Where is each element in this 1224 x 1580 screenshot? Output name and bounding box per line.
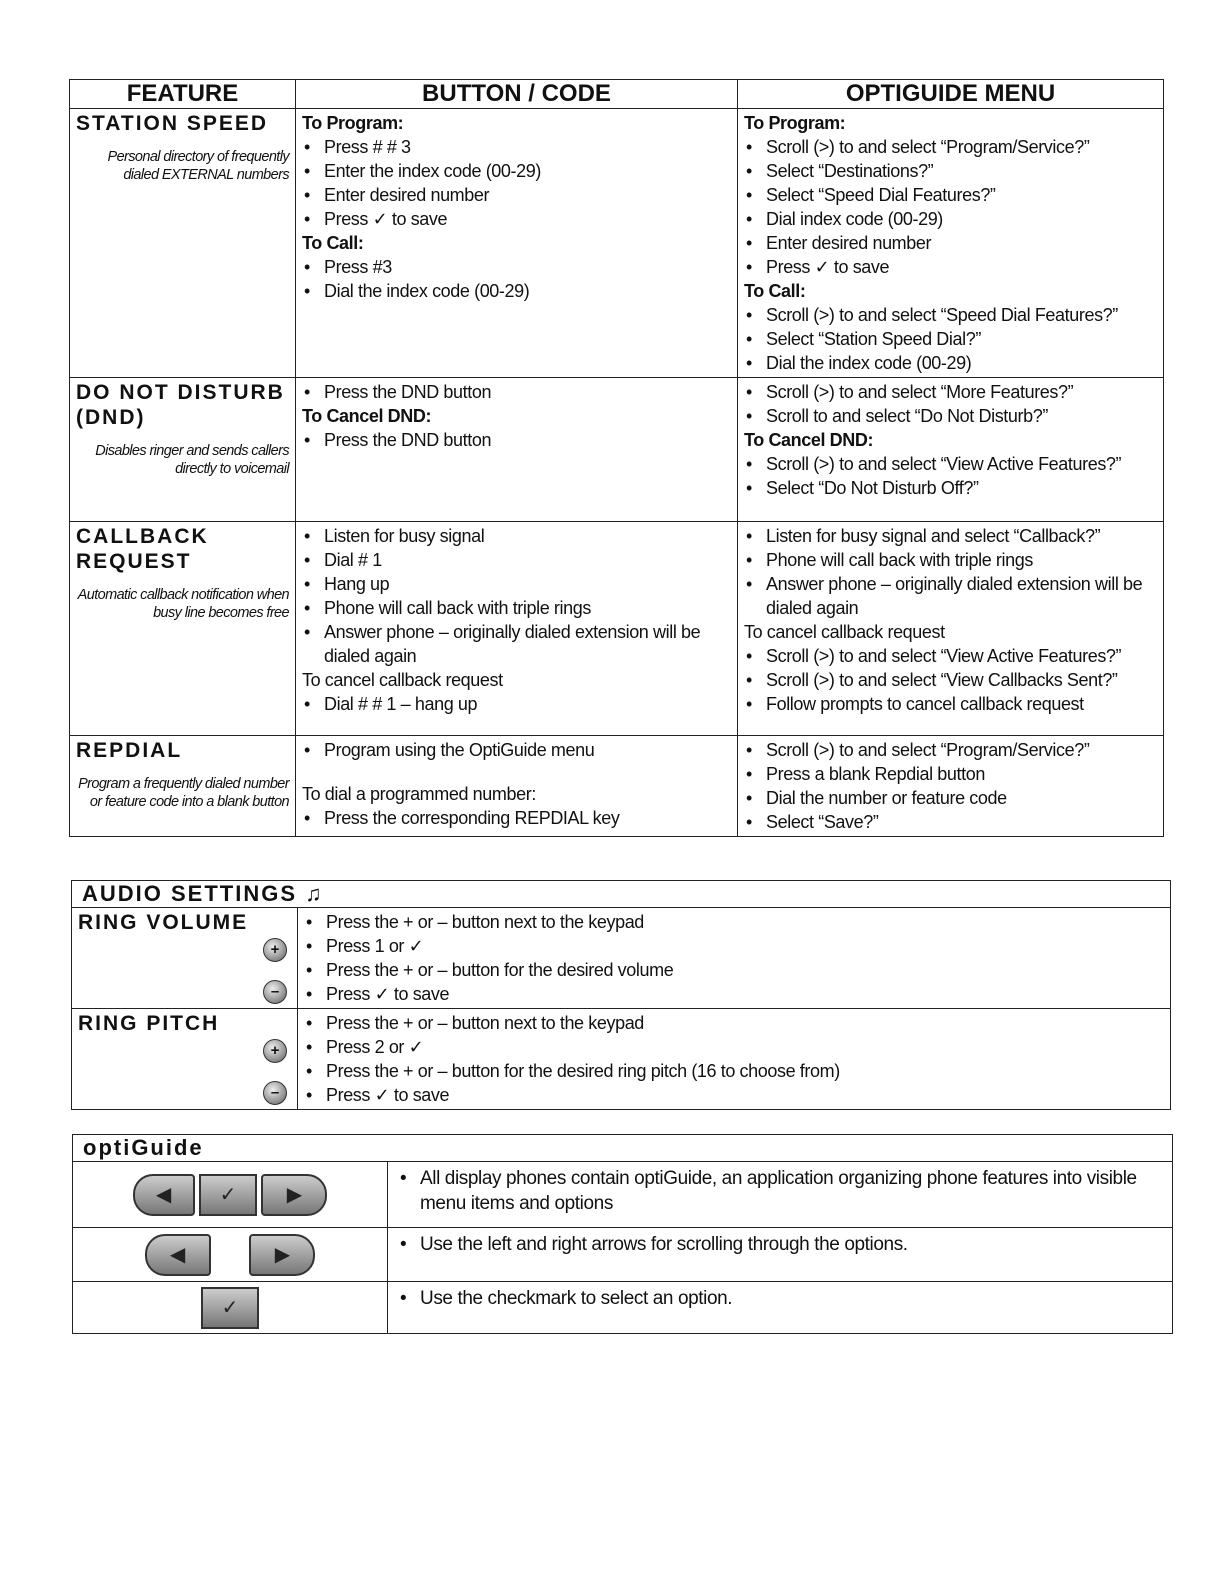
list-item: • Press the DND button bbox=[324, 428, 731, 452]
list-item: • Press 1 or ✓ bbox=[326, 934, 1164, 958]
steps bbox=[744, 524, 1157, 620]
header-button-code: BUTTON / CODE bbox=[296, 80, 738, 109]
feature-table bbox=[69, 79, 1164, 837]
table-row bbox=[73, 1282, 1173, 1334]
list-item: • Scroll (>) to and select “View Active Features?” bbox=[766, 452, 1157, 476]
cancel-steps bbox=[302, 428, 731, 452]
list-item: • Press the + or – button next to the keypad bbox=[326, 910, 1164, 934]
list-item: • Phone will call back with triple rings bbox=[766, 548, 1157, 572]
list-item: • Press ✓ to save bbox=[766, 255, 1157, 279]
list-item: • Press ✓ to save bbox=[324, 207, 731, 231]
list-item: • Scroll (>) to and select “View Callbacks Sent?” bbox=[766, 668, 1157, 692]
optiguide-menu-cell bbox=[738, 378, 1164, 522]
list-item: • Select “Do Not Disturb Off?” bbox=[766, 476, 1157, 500]
list-item: • Scroll (>) to and select “Speed Dial Features?” bbox=[766, 303, 1157, 327]
feature-name: STATION SPEED bbox=[76, 112, 269, 135]
list-item: • Program using the OptiGuide menu bbox=[324, 738, 731, 762]
to-call-heading: To Call: bbox=[302, 233, 364, 253]
steps bbox=[302, 738, 731, 762]
description-cell bbox=[388, 1282, 1173, 1334]
list-item: • Select “Speed Dial Features?” bbox=[766, 183, 1157, 207]
cancel-steps bbox=[302, 692, 731, 716]
list-item: • Hang up bbox=[324, 572, 731, 596]
button-code-cell bbox=[296, 736, 738, 837]
list-item: • Select “Station Speed Dial?” bbox=[766, 327, 1157, 351]
button-code-cell bbox=[296, 109, 738, 378]
table-row bbox=[73, 1228, 1173, 1282]
dial-steps bbox=[302, 806, 731, 830]
check-button-image bbox=[73, 1282, 388, 1334]
steps bbox=[744, 380, 1157, 428]
left-arrow-icon: ◀ bbox=[145, 1234, 211, 1276]
feature-name: RING PITCH bbox=[78, 1012, 220, 1035]
list-item: • Press the corresponding REPDIAL key bbox=[324, 806, 731, 830]
list-item: • Use the checkmark to select an option. bbox=[420, 1286, 1162, 1311]
table-row bbox=[72, 1009, 1171, 1110]
list-item: • All display phones contain optiGuide, an application organizing phone features into visible menu items and options bbox=[420, 1166, 1162, 1216]
optiguide-table bbox=[72, 1134, 1173, 1334]
list-item: • Answer phone – originally dialed extension will be dialed again bbox=[324, 620, 731, 668]
steps bbox=[304, 1011, 1164, 1107]
optiguide-menu-cell bbox=[738, 109, 1164, 378]
cancel-heading: To Cancel DND: bbox=[744, 430, 874, 450]
right-arrow-icon: ▶ bbox=[249, 1234, 315, 1276]
plus-icon: + bbox=[263, 1039, 287, 1063]
dial-heading: To dial a programmed number: bbox=[302, 784, 536, 804]
table-row bbox=[73, 1162, 1173, 1228]
cancel-steps bbox=[744, 644, 1157, 716]
list-item: • Press ✓ to save bbox=[326, 982, 1164, 1006]
list-item: • Select “Destinations?” bbox=[766, 159, 1157, 183]
audio-settings-table bbox=[71, 880, 1171, 1110]
steps bbox=[398, 1232, 1162, 1257]
feature-name: REPDIAL bbox=[76, 739, 183, 762]
plus-icon: + bbox=[263, 938, 287, 962]
feature-name: CALLBACK REQUEST bbox=[76, 525, 209, 573]
feature-table-header bbox=[70, 80, 1164, 109]
list-item: • Scroll to and select “Do Not Disturb?” bbox=[766, 404, 1157, 428]
feature-cell bbox=[70, 378, 296, 522]
steps-cell bbox=[298, 1009, 1171, 1110]
cancel-steps bbox=[744, 452, 1157, 500]
list-item: • Select “Save?” bbox=[766, 810, 1157, 834]
feature-description: Personal directory of frequently dialed EXTERNAL numbers bbox=[107, 149, 289, 183]
button-code-cell bbox=[296, 522, 738, 736]
list-item: • Press a blank Repdial button bbox=[766, 762, 1157, 786]
list-item: • Press the + or – button next to the keypad bbox=[326, 1011, 1164, 1035]
list-item: • Dial the number or feature code bbox=[766, 786, 1157, 810]
call-steps bbox=[744, 303, 1157, 375]
steps bbox=[398, 1286, 1162, 1311]
to-program-heading: To Program: bbox=[744, 113, 846, 133]
table-row bbox=[70, 522, 1164, 736]
minus-icon: – bbox=[263, 1081, 287, 1105]
table-row bbox=[70, 378, 1164, 522]
list-item: • Press the + or – button for the desired ring pitch (16 to choose from) bbox=[326, 1059, 1164, 1083]
list-item: • Use the left and right arrows for scrolling through the options. bbox=[420, 1232, 1162, 1257]
list-item: • Press #3 bbox=[324, 255, 731, 279]
list-item: • Scroll (>) to and select “View Active Features?” bbox=[766, 644, 1157, 668]
list-item: • Press ✓ to save bbox=[326, 1083, 1164, 1107]
header-feature: FEATURE bbox=[70, 80, 296, 109]
check-icon: ✓ bbox=[201, 1287, 259, 1329]
steps bbox=[744, 738, 1157, 834]
list-item: • Scroll (>) to and select “Program/Service?” bbox=[766, 135, 1157, 159]
steps bbox=[398, 1166, 1162, 1216]
list-item: • Press 2 or ✓ bbox=[326, 1035, 1164, 1059]
feature-cell bbox=[70, 109, 296, 378]
feature-description: Automatic callback notification when busy line becomes free bbox=[77, 587, 289, 621]
list-item: • Listen for busy signal bbox=[324, 524, 731, 548]
list-item: • Press the DND button bbox=[324, 380, 731, 404]
cancel-heading: To cancel callback request bbox=[302, 670, 503, 690]
list-item: • Answer phone – originally dialed extension will be dialed again bbox=[766, 572, 1157, 620]
button-code-cell bbox=[296, 378, 738, 522]
list-item: • Press the + or – button for the desired volume bbox=[326, 958, 1164, 982]
steps bbox=[302, 380, 731, 404]
program-steps bbox=[302, 135, 731, 231]
audio-settings-title: AUDIO SETTINGS ♫ bbox=[72, 881, 1171, 908]
steps bbox=[304, 910, 1164, 1006]
cancel-heading: To Cancel DND: bbox=[302, 406, 432, 426]
list-item: • Scroll (>) to and select “More Features?” bbox=[766, 380, 1157, 404]
list-item: • Listen for busy signal and select “Callback?” bbox=[766, 524, 1157, 548]
arrow-buttons-image bbox=[73, 1228, 388, 1282]
to-program-heading: To Program: bbox=[302, 113, 404, 133]
list-item: • Dial # 1 bbox=[324, 548, 731, 572]
description-cell bbox=[388, 1228, 1173, 1282]
list-item: • Scroll (>) to and select “Program/Service?” bbox=[766, 738, 1157, 762]
feature-cell bbox=[70, 736, 296, 837]
list-item: • Dial the index code (00-29) bbox=[766, 351, 1157, 375]
feature-description: Disables ringer and sends callers directly to voicemail bbox=[95, 443, 289, 477]
description-cell bbox=[388, 1162, 1173, 1228]
list-item: • Dial the index code (00-29) bbox=[324, 279, 731, 303]
header-optiguide-menu: OPTIGUIDE MENU bbox=[738, 80, 1164, 109]
optiguide-menu-cell bbox=[738, 736, 1164, 837]
list-item: • Press # # 3 bbox=[324, 135, 731, 159]
feature-name: DO NOT DISTURB (DND) bbox=[76, 381, 285, 429]
to-call-heading: To Call: bbox=[744, 281, 806, 301]
check-icon: ✓ bbox=[199, 1174, 257, 1216]
feature-name: RING VOLUME bbox=[78, 911, 249, 934]
feature-description: Program a frequently dialed number or feature code into a blank button bbox=[78, 776, 289, 810]
table-row bbox=[70, 109, 1164, 378]
steps-cell bbox=[298, 908, 1171, 1009]
feature-cell bbox=[72, 1009, 298, 1110]
list-item: • Enter desired number bbox=[766, 231, 1157, 255]
right-arrow-icon: ▶ bbox=[261, 1174, 327, 1216]
program-steps bbox=[744, 135, 1157, 279]
list-item: • Enter the index code (00-29) bbox=[324, 159, 731, 183]
minus-icon: – bbox=[263, 980, 287, 1004]
feature-cell bbox=[72, 908, 298, 1009]
table-row bbox=[72, 908, 1171, 1009]
steps bbox=[302, 524, 731, 668]
cancel-heading: To cancel callback request bbox=[744, 622, 945, 642]
feature-cell bbox=[70, 522, 296, 736]
list-item: • Dial index code (00-29) bbox=[766, 207, 1157, 231]
list-item: • Follow prompts to cancel callback request bbox=[766, 692, 1157, 716]
list-item: • Dial # # 1 – hang up bbox=[324, 692, 731, 716]
optiguide-menu-cell bbox=[738, 522, 1164, 736]
list-item: • Phone will call back with triple rings bbox=[324, 596, 731, 620]
list-item: • Enter desired number bbox=[324, 183, 731, 207]
left-arrow-icon: ◀ bbox=[133, 1174, 195, 1216]
table-row bbox=[70, 736, 1164, 837]
optiguide-title: optiGuide bbox=[73, 1135, 1173, 1162]
nav-buttons-image bbox=[73, 1162, 388, 1228]
call-steps bbox=[302, 255, 731, 303]
